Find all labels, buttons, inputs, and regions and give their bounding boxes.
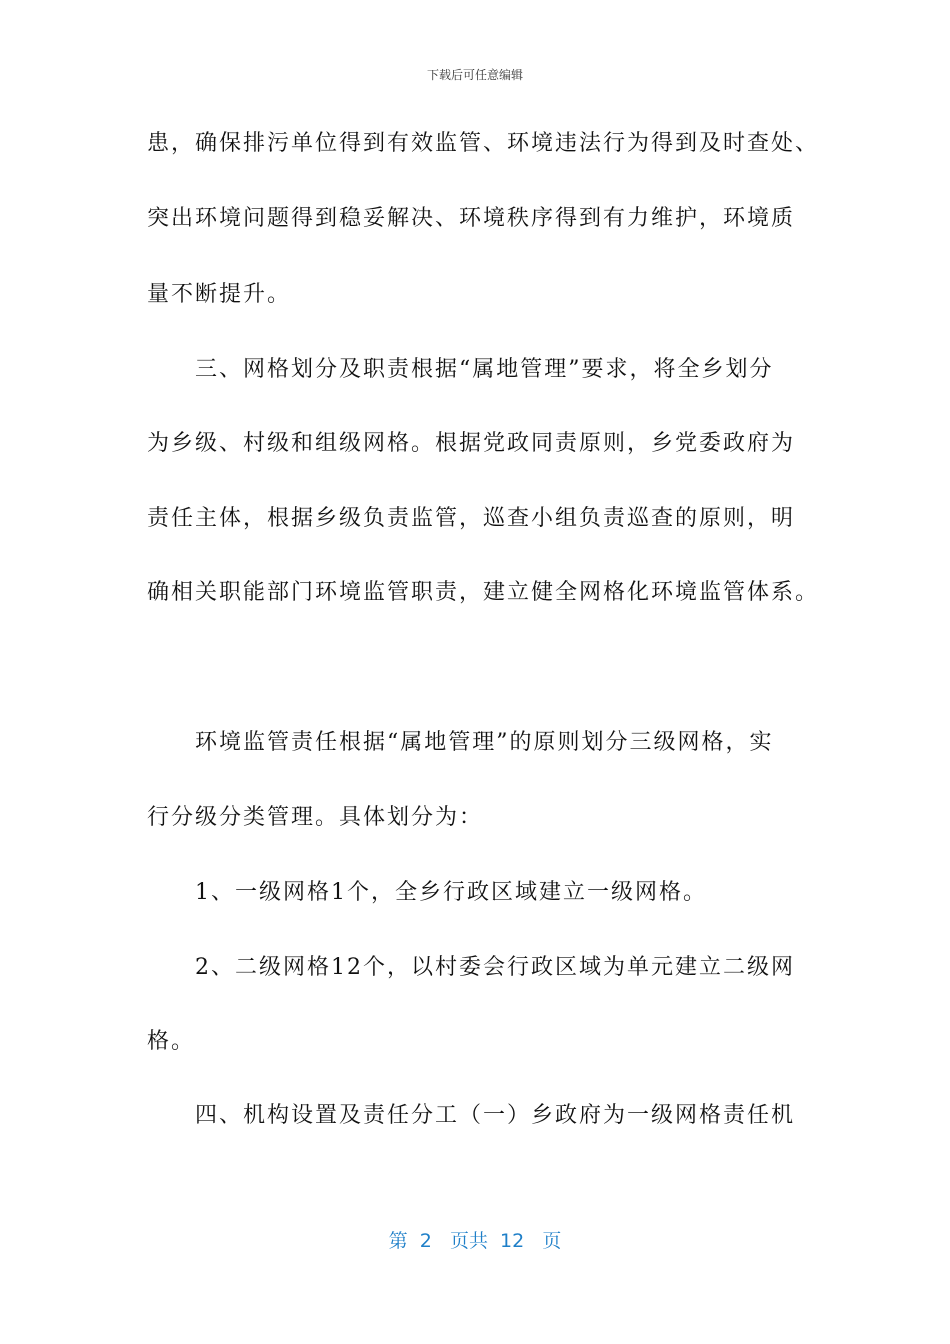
page-footer-page-number: 第 2 页共 12 页 [388, 1230, 562, 1252]
page-header: 下载后可任意编辑 [426, 68, 523, 82]
body-line-7: 确相关职能部门环境监管职责，建立健全网格化环境监管体系。 [147, 580, 820, 605]
body-line-10: 1、一级网格1个，全乡行政区域建立一级网格。 [147, 880, 707, 905]
body-line-4: 三、网格划分及职责根据“属地管理”要求，将全乡划分 [147, 357, 774, 382]
body-line-11: 2、二级网格12个，以村委会行政区域为单元建立二级网 [147, 955, 795, 980]
body-line-3: 量不断提升。 [147, 282, 292, 307]
body-line-1: 患，确保排污单位得到有效监管、环境违法行为得到及时查处、 [147, 131, 820, 156]
body-line-13: 四、机构设置及责任分工（一）乡政府为一级网格责任机 [147, 1103, 796, 1128]
body-line-6: 责任主体，根据乡级负责监管，巡查小组负责巡查的原则，明 [147, 506, 796, 531]
body-line-9: 行分级分类管理。具体划分为： [147, 805, 484, 830]
body-line-12: 格。 [147, 1029, 196, 1054]
body-line-2: 突出环境问题得到稳妥解决、环境秩序得到有力维护，环境质 [147, 206, 796, 231]
body-line-5: 为乡级、村级和组级网格。根据党政同责原则，乡党委政府为 [147, 431, 796, 456]
body-line-8: 环境监管责任根据“属地管理”的原则划分三级网格，实 [147, 730, 774, 755]
